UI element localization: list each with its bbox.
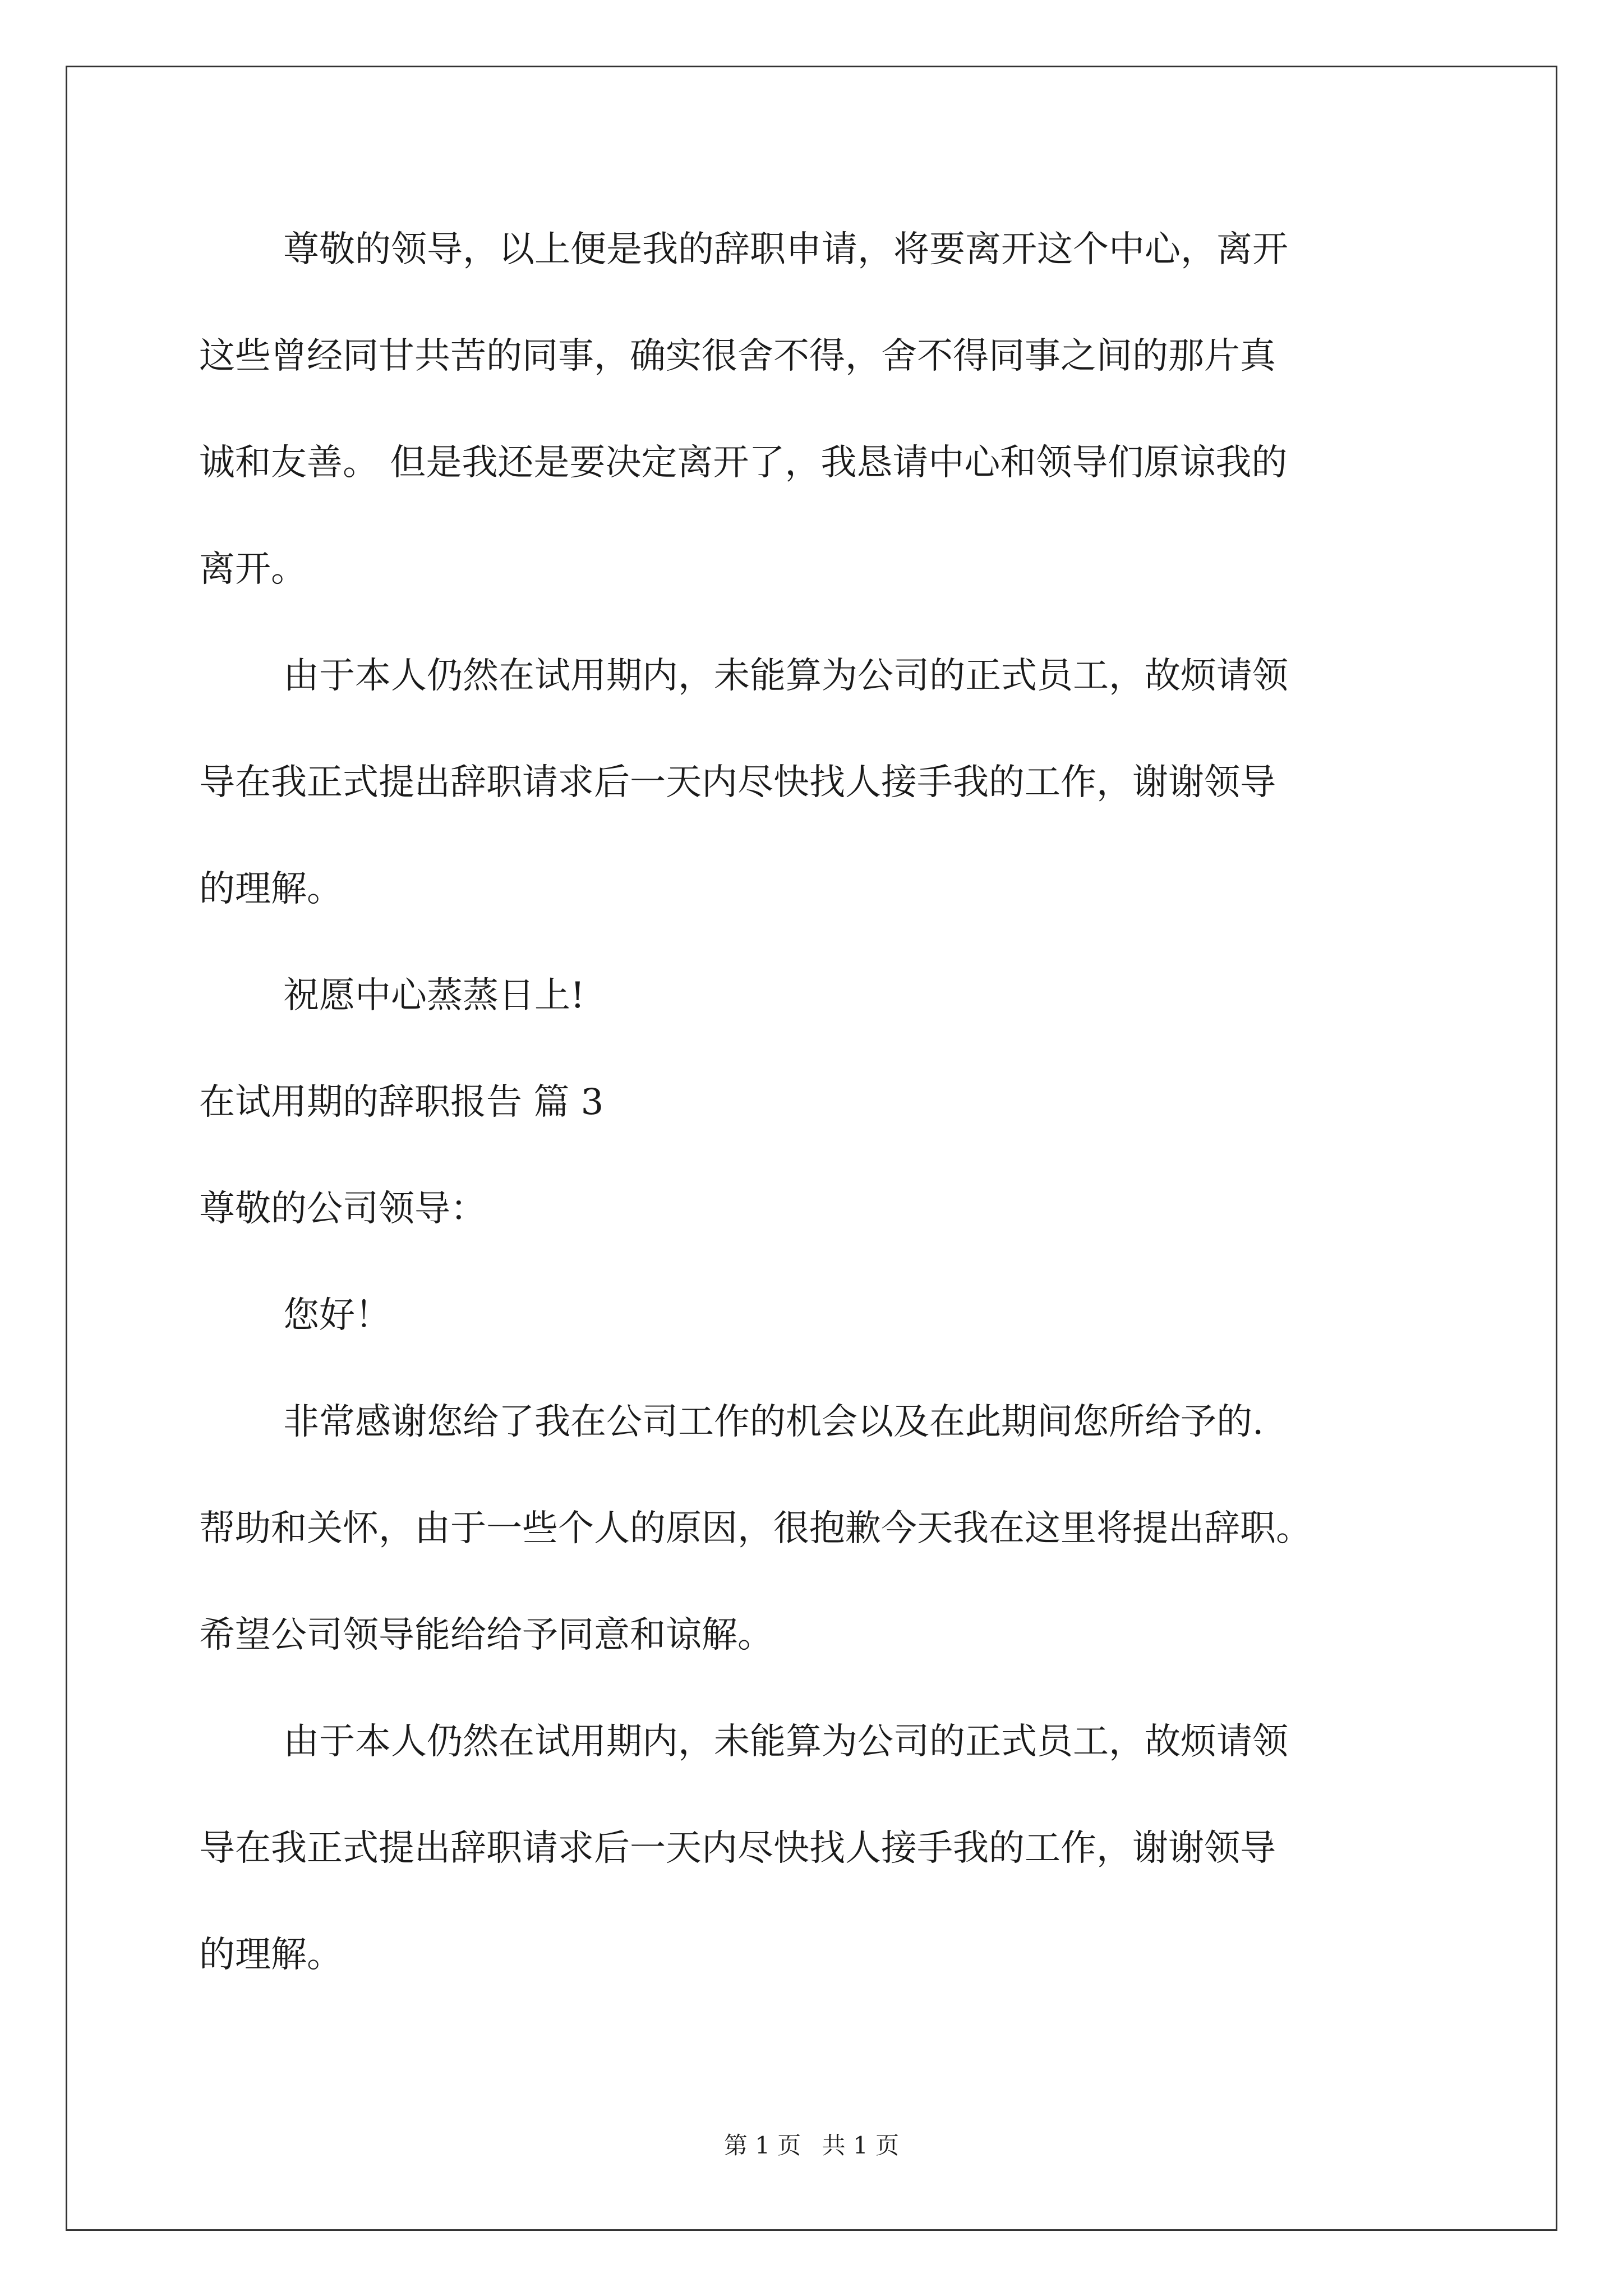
paragraph-line: 由于本人仍然在试用期内，未能算为公司的正式员工，故烦请领 [283, 1721, 1288, 1763]
page-number-total: 共 1 页 [822, 2132, 900, 2159]
paragraph-line: 导在我正式提出辞职请求后一天内尽快找人接手我的工作，谢谢领导 [199, 762, 1276, 803]
paragraph-line: 祝愿中心蒸蒸日上! [283, 975, 585, 1016]
paragraph-line: 诚和友善。 但是我还是要决定离开了，我恳请中心和领导们原谅我的 [199, 442, 1288, 484]
greeting: 您好！ [283, 1295, 391, 1336]
salutation: 尊敬的公司领导： [199, 1188, 486, 1230]
paragraph-line: 这些曾经同甘共苦的同事，确实很舍不得，舍不得同事之间的那片真 [199, 335, 1276, 377]
paragraph-line: 非常感谢您给了我在公司工作的机会以及在此期间您所给予的. [283, 1401, 1264, 1443]
paragraph-line: 导在我正式提出辞职请求后一天内尽快找人接手我的工作，谢谢领导 [199, 1828, 1276, 1869]
paragraph-line: 希望公司领导能给给予同意和谅解。 [199, 1614, 773, 1656]
paragraph-line: 的理解。 [199, 1934, 343, 1976]
section-heading: 在试用期的辞职报告 篇 3 [199, 1082, 604, 1123]
page-border [66, 66, 1557, 2231]
paragraph-line: 离开。 [199, 549, 307, 590]
paragraph-line: 帮助和关怀，由于一些个人的原因，很抱歉今天我在这里将提出辞职。 [199, 1508, 1312, 1549]
paragraph-line: 尊敬的领导，以上便是我的辞职申请，将要离开这个中心，离开 [283, 229, 1288, 270]
paragraph-line: 的理解。 [199, 868, 343, 910]
paragraph-line: 由于本人仍然在试用期内，未能算为公司的正式员工，故烦请领 [283, 655, 1288, 697]
page-number-current: 第 1 页 [723, 2132, 801, 2159]
page-footer [0, 2132, 1623, 2160]
